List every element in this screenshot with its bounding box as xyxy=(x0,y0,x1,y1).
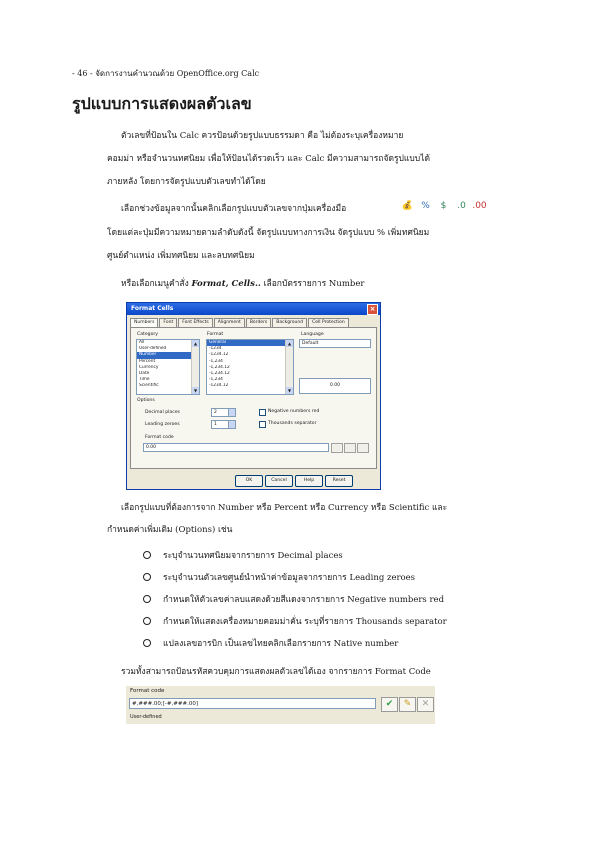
list-item[interactable]: User-defined xyxy=(139,346,167,352)
list-item xyxy=(143,590,444,611)
reset-button[interactable]: Reset xyxy=(325,475,353,487)
preview-box: 0.00 xyxy=(299,378,371,394)
dialog-tabs xyxy=(130,318,350,327)
list-item[interactable]: Scientific xyxy=(139,383,159,389)
bullet-icon xyxy=(143,595,151,603)
tab-borders[interactable]: Borders xyxy=(246,318,271,327)
currency-format-icon[interactable]: 💰 xyxy=(401,201,414,211)
tab-numbers[interactable]: Numbers xyxy=(130,318,158,327)
bullet-text: กำหนดให้แสดงเครื่องหมายคอมม่าคั่น ระบุที่รายการ Thousands separator xyxy=(163,617,447,627)
list-item[interactable]: General xyxy=(207,340,293,346)
bullet-icon xyxy=(143,573,151,581)
para1-line1: ตัวเลขที่ป้อนใน Calc ควรป้อนด้วยรูปแบบธรรมดา คือ ไม่ต้องระบุเครื่องหมาย xyxy=(121,131,404,141)
format-scrollbar[interactable] xyxy=(285,340,293,394)
checkmark-icon[interactable]: ✔ xyxy=(381,697,398,712)
list-item[interactable]: -1,234.12 xyxy=(209,370,230,376)
category-scrollbar[interactable] xyxy=(191,340,199,394)
bullet-icon xyxy=(143,551,151,559)
scroll-up-icon[interactable]: ▲ xyxy=(193,341,198,346)
thousands-separator-checkbox[interactable] xyxy=(259,421,266,428)
negative-red-label: Negative numbers red xyxy=(268,409,320,414)
ok-button[interactable]: OK xyxy=(235,475,263,487)
para4-line1: เลือกรูปแบบที่ต้องการจาก Number หรือ Percent หรือ Currency หรือ Scientific และ xyxy=(121,503,448,513)
numbers-panel xyxy=(130,327,377,469)
para2-line3: ศูนย์ตำแหน่ง เพิ่มทศนิยม และลบทศนิยม xyxy=(107,251,255,261)
menu-path: Format, Cells.. xyxy=(191,279,261,289)
edit-comment-icon[interactable]: ✎ xyxy=(399,697,416,712)
para1-line3: ภายหลัง โดยการจัดรูปแบบตัวเลขทำได้โดย xyxy=(107,177,266,187)
section-title: รูปแบบการแสดงผลตัวเลข xyxy=(72,94,252,113)
dialog-title-bar xyxy=(127,303,380,315)
bullet-icon xyxy=(143,617,151,625)
tab-cell-protection[interactable]: Cell Protection xyxy=(308,318,349,327)
format-code-field[interactable]: 0.00 xyxy=(143,443,329,452)
category-list[interactable] xyxy=(136,339,200,395)
standard-format-icon[interactable]: $ xyxy=(440,201,447,211)
format-label: Format xyxy=(207,332,224,337)
para3-prefix: หรือเลือกเมนูคำสั่ง xyxy=(121,279,189,289)
list-item xyxy=(143,612,447,633)
format-code-footer: User-defined xyxy=(130,714,162,720)
thousands-separator-label: Thousands separator xyxy=(268,421,317,426)
cancel-button[interactable]: Cancel xyxy=(265,475,293,487)
para5: รวมทั้งสามารถป้อนรหัสควบคุมการแสดงผลตัวเลขได้เอง จากรายการ Format Code xyxy=(121,667,431,677)
list-item[interactable]: All xyxy=(139,340,145,345)
decimal-places-stepper[interactable] xyxy=(228,408,236,417)
scroll-down-icon[interactable]: ▼ xyxy=(287,388,292,393)
close-icon[interactable]: × xyxy=(367,304,378,315)
number-format-toolbar xyxy=(400,199,487,215)
format-code-panel xyxy=(126,686,435,724)
bullet-icon xyxy=(143,639,151,647)
delete-icon[interactable]: ✕ xyxy=(417,697,434,712)
add-format-button[interactable] xyxy=(331,443,343,453)
list-item xyxy=(143,568,415,589)
help-button[interactable]: Help xyxy=(295,475,323,487)
para3 xyxy=(121,274,364,295)
leading-zeroes-stepper[interactable] xyxy=(228,420,236,429)
decimal-places-field[interactable]: 2 xyxy=(211,408,229,417)
format-list[interactable] xyxy=(206,339,294,395)
bullet-text: กำหนดให้ตัวเลขค่าลบแสดงด้วยสีแดงจากรายการ Negative numbers red xyxy=(163,595,445,605)
format-cells-dialog xyxy=(126,302,381,490)
scroll-down-icon[interactable]: ▼ xyxy=(193,388,198,393)
negative-red-checkbox[interactable] xyxy=(259,409,266,416)
format-code-label: Format code xyxy=(145,435,174,440)
para4-line2: กำหนดค่าเพิ่มเติม (Options) เช่น xyxy=(107,525,233,535)
edit-comment-button[interactable] xyxy=(344,443,356,453)
list-item[interactable]: -1234.12 xyxy=(209,352,229,358)
language-select[interactable]: Default xyxy=(299,339,371,348)
scroll-up-icon[interactable]: ▲ xyxy=(287,341,292,346)
leading-zeroes-field[interactable]: 1 xyxy=(211,420,229,429)
list-item[interactable]: Number xyxy=(137,352,199,358)
list-item[interactable]: -1,234 xyxy=(209,377,223,383)
list-item[interactable]: -1234 xyxy=(209,346,222,352)
delete-format-button[interactable] xyxy=(357,443,369,453)
delete-decimal-icon[interactable]: .00 xyxy=(472,201,487,211)
tab-alignment[interactable]: Alignment xyxy=(214,318,245,327)
para2-line2: โดยแต่ละปุ่มมีความหมายตามลำดับดังนี้ จัดรูปแบบทางการเงิน จัดรูปแบบ % เพิ่มทศนิยม xyxy=(107,228,430,238)
format-code-label: Format code xyxy=(130,688,165,694)
list-item[interactable]: Time xyxy=(139,377,150,383)
leading-zeroes-label: Leading zeroes xyxy=(145,422,180,427)
bullet-text: ระบุจำนวนตัวเลขศูนย์นำหน้าค่าข้อมูลจากรายการ Leading zeroes xyxy=(163,573,416,583)
list-item[interactable]: -1234.12 xyxy=(209,383,229,389)
para1-line2: คอมม่า หรือจำนวนทศนิยม เพื่อให้ป้อนได้รวดเร็ว และ Calc มีความสามารถจัดรูปแบบได้ xyxy=(107,154,430,164)
bullet-text: ระบุจำนวนทศนิยมจากรายการ Decimal places xyxy=(163,551,343,561)
tab-font-effects[interactable]: Font Effects xyxy=(178,318,213,327)
percent-format-icon[interactable]: % xyxy=(421,201,430,211)
options-label: Options xyxy=(137,398,155,403)
list-item xyxy=(143,546,343,567)
list-item[interactable]: -1,234 xyxy=(209,358,223,364)
bullet-text: แปลงเลขอารบิก เป็นเลขไทยคลิกเลือกรายการ Native number xyxy=(163,639,399,649)
language-label: Language xyxy=(301,332,324,337)
tab-font[interactable]: Font xyxy=(159,318,177,327)
list-item[interactable]: Date xyxy=(139,370,150,376)
tab-background[interactable]: Background xyxy=(272,318,307,327)
list-item xyxy=(143,634,398,655)
add-decimal-icon[interactable]: .0 xyxy=(457,201,466,211)
running-head: - 46 - จัดการงานคำนวณด้วย OpenOffice.org Calc xyxy=(72,69,260,78)
para2-line1: เลือกช่วงข้อมูลจากนั้นคลิกเลือกรูปแบบตัวเลขจากปุ่มเครื่องมือ xyxy=(121,204,347,214)
para3-suffix: เลือกบัตรรายการ Number xyxy=(263,279,365,289)
dialog-title: Format Cells xyxy=(131,305,174,312)
decimal-places-label: Decimal places xyxy=(145,410,180,415)
category-label: Category xyxy=(137,332,158,337)
format-code-input[interactable]: #,###.00;[-#,###.00] xyxy=(129,698,376,709)
list-item[interactable]: Currency xyxy=(139,364,159,370)
list-item[interactable]: -1,234.12 xyxy=(209,364,230,370)
list-item[interactable]: Percent xyxy=(139,358,156,364)
